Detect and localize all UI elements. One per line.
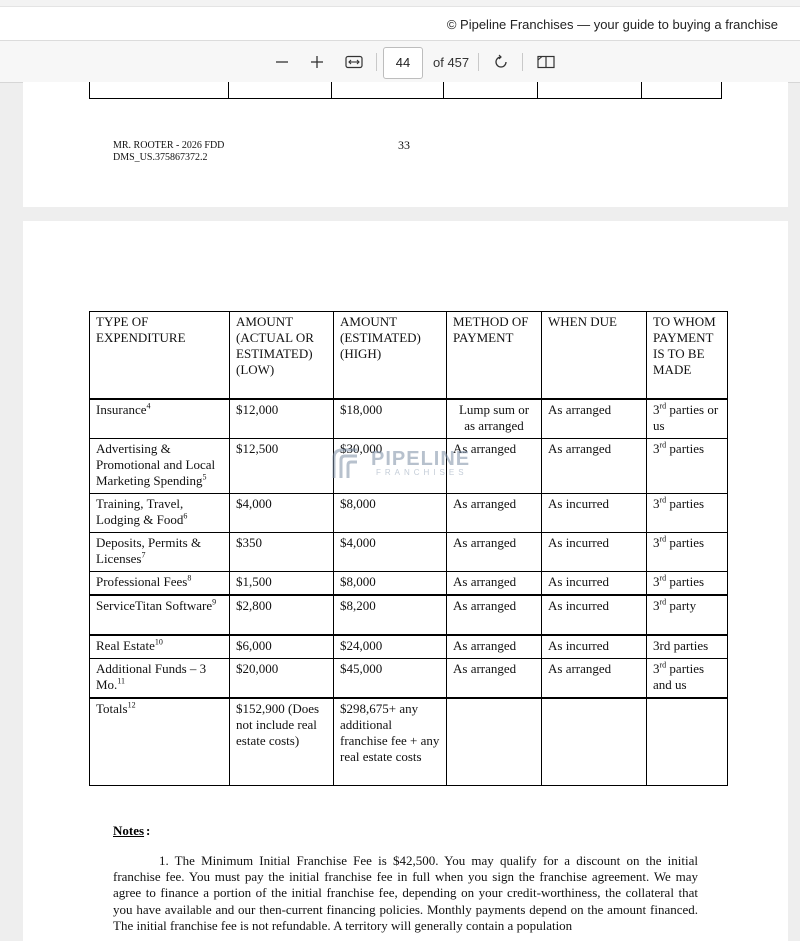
expenditure-table bbox=[89, 311, 728, 786]
banner-text: © Pipeline Franchises — your guide to buying a franchise bbox=[446, 17, 778, 32]
row-method: As arranged bbox=[447, 533, 542, 572]
footnote-ref: 6 bbox=[183, 511, 188, 521]
zoom-in-button[interactable] bbox=[305, 50, 329, 74]
row-high: $8,000 bbox=[334, 572, 447, 596]
banner-strip bbox=[0, 0, 800, 7]
row-when: As incurred bbox=[542, 494, 647, 533]
footnote-ref: 4 bbox=[146, 401, 151, 411]
page-footer-left bbox=[113, 140, 224, 164]
row-type: ServiceTitan Software bbox=[96, 598, 213, 613]
row-when bbox=[542, 698, 647, 786]
row-method: As arranged bbox=[447, 494, 542, 533]
row-whom-rest: party bbox=[666, 598, 697, 613]
row-low: $4,000 bbox=[230, 494, 334, 533]
footnote-ref: 10 bbox=[154, 637, 163, 647]
row-whom-rest: parties bbox=[666, 496, 705, 511]
row-whom: 3 bbox=[653, 402, 660, 417]
notes-heading-colon: : bbox=[146, 823, 151, 838]
table-row bbox=[90, 533, 728, 572]
row-high: $18,000 bbox=[334, 399, 447, 439]
row-type: Deposits, Permits & Licenses bbox=[96, 535, 202, 566]
ordinal-suffix: rd bbox=[659, 660, 667, 670]
table-row bbox=[90, 572, 728, 596]
row-whom: 3 bbox=[653, 661, 660, 676]
row-whom: 3 bbox=[653, 598, 660, 613]
row-low: $350 bbox=[230, 533, 334, 572]
header-cell: METHOD OF PAYMENT bbox=[447, 312, 542, 400]
row-method: As arranged bbox=[447, 572, 542, 596]
rotate-icon bbox=[493, 54, 509, 70]
row-whom-rest: parties bbox=[666, 535, 705, 550]
ordinal-suffix: rd bbox=[659, 534, 667, 544]
row-high: $4,000 bbox=[334, 533, 447, 572]
table-row-totals bbox=[90, 698, 728, 786]
ordinal-suffix: rd bbox=[659, 495, 667, 505]
page-number-input[interactable]: 44 bbox=[383, 47, 423, 79]
row-whom: 3 bbox=[653, 535, 660, 550]
fit-width-button[interactable] bbox=[342, 50, 366, 74]
table-row bbox=[90, 439, 728, 494]
row-high: $8,000 bbox=[334, 494, 447, 533]
row-type: Advertising & Promotional and Local Marketing Spending bbox=[96, 441, 216, 488]
rotate-button[interactable] bbox=[489, 50, 513, 74]
row-low: $2,800 bbox=[230, 595, 334, 635]
row-type: Additional Funds – 3 Mo. bbox=[96, 661, 207, 692]
row-low: $20,000 bbox=[230, 659, 334, 699]
two-page-view-icon bbox=[537, 55, 555, 69]
row-low: $152,900 (Does not include real estate costs) bbox=[230, 698, 334, 786]
row-when: As incurred bbox=[542, 595, 647, 635]
ordinal-suffix: rd bbox=[659, 573, 667, 583]
header-cell: AMOUNT (ESTIMATED) (HIGH) bbox=[334, 312, 447, 400]
footnote-ref: 8 bbox=[187, 573, 192, 583]
table-row bbox=[90, 399, 728, 439]
row-method bbox=[447, 698, 542, 786]
toolbar-divider bbox=[522, 53, 523, 71]
table-row bbox=[90, 659, 728, 699]
row-method: As arranged bbox=[447, 659, 542, 699]
table-row bbox=[90, 635, 728, 659]
row-whom: 3rd parties bbox=[653, 638, 709, 653]
toolbar-divider bbox=[478, 53, 479, 71]
table-row bbox=[90, 494, 728, 533]
row-low: $12,000 bbox=[230, 399, 334, 439]
row-whom: 3 bbox=[653, 441, 660, 456]
watermark-title: PIPELINE bbox=[371, 448, 471, 470]
footnote-ref: 5 bbox=[202, 472, 207, 482]
footnote-ref: 12 bbox=[127, 700, 136, 710]
header-cell: WHEN DUE bbox=[542, 312, 647, 400]
minus-icon bbox=[275, 55, 289, 69]
row-when: As incurred bbox=[542, 635, 647, 659]
row-method: As arranged bbox=[447, 635, 542, 659]
header-cell: TYPE OF EXPENDITURE bbox=[90, 312, 230, 400]
row-low: $1,500 bbox=[230, 572, 334, 596]
footnote-ref: 9 bbox=[212, 597, 217, 607]
ordinal-suffix: rd bbox=[659, 401, 667, 411]
row-method: As arranged bbox=[447, 439, 542, 494]
row-method: Lump sum or as arranged bbox=[447, 399, 542, 439]
row-type: Real Estate bbox=[96, 638, 155, 653]
zoom-out-button[interactable] bbox=[270, 50, 294, 74]
header-cell: TO WHOM PAYMENT IS TO BE MADE bbox=[647, 312, 728, 400]
watermark-subtitle: FRANCHISES bbox=[376, 468, 468, 477]
row-whom-rest: parties or us bbox=[653, 402, 719, 433]
footnote-ref: 7 bbox=[141, 550, 146, 560]
row-whom-rest: parties bbox=[666, 441, 705, 456]
ordinal-suffix: rd bbox=[659, 440, 667, 450]
header-cell: AMOUNT (ACTUAL OR ESTIMATED) (LOW) bbox=[230, 312, 334, 400]
footer-doc-title: MR. ROOTER - 2026 FDD bbox=[113, 140, 225, 151]
table-row bbox=[90, 595, 728, 635]
row-when: As arranged bbox=[542, 399, 647, 439]
table-header-row bbox=[90, 312, 728, 400]
row-high: $8,200 bbox=[334, 595, 447, 635]
footer-doc-id: DMS_US.375867372.2 bbox=[113, 152, 208, 163]
toolbar-divider bbox=[376, 53, 377, 71]
page-footer-number: 33 bbox=[398, 138, 410, 152]
row-type: Totals bbox=[96, 701, 128, 716]
row-whom-rest: parties bbox=[666, 574, 705, 589]
row-high: $45,000 bbox=[334, 659, 447, 699]
row-whom-rest: parties and us bbox=[653, 661, 705, 692]
row-whom: 3 bbox=[653, 574, 660, 589]
row-when: As arranged bbox=[542, 439, 647, 494]
total-pages-label: of 457 bbox=[433, 55, 470, 70]
previous-table-remnant bbox=[89, 82, 723, 100]
row-type: Insurance bbox=[96, 402, 147, 417]
row-when: As incurred bbox=[542, 533, 647, 572]
row-type: Professional Fees bbox=[96, 574, 188, 589]
row-when: As arranged bbox=[542, 659, 647, 699]
fit-width-icon bbox=[345, 55, 363, 69]
row-when: As incurred bbox=[542, 572, 647, 596]
top-banner bbox=[0, 0, 800, 41]
row-low: $12,500 bbox=[230, 439, 334, 494]
row-high: $30,000 bbox=[334, 439, 447, 494]
row-high: $298,675+ any additional franchise fee + any real estate costs bbox=[334, 698, 447, 786]
row-high: $24,000 bbox=[334, 635, 447, 659]
row-type: Training, Travel, Lodging & Food bbox=[96, 496, 184, 527]
plus-icon bbox=[310, 55, 324, 69]
footnote-ref: 11 bbox=[117, 676, 126, 686]
two-page-view-button[interactable] bbox=[534, 50, 558, 74]
notes-heading: Notes bbox=[113, 823, 145, 838]
row-whom: 3 bbox=[653, 496, 660, 511]
ordinal-suffix: rd bbox=[659, 597, 667, 607]
note-paragraph-1: 1. The Minimum Initial Franchise Fee is $42,500. You may qualify for a discount on the initial franchise fee. You must pay the initial franchise fee in full when you sign the franchise agreement. We may agree to finance a portion of the initial franchise fee, depending on your credit-worthiness, the collateral that you have available and our then-current financing policies. Monthly payments depend on the amount financed. The initial franchise fee is not refundable. A territory will generally contain a population bbox=[113, 853, 698, 933]
row-method: As arranged bbox=[447, 595, 542, 635]
row-low: $6,000 bbox=[230, 635, 334, 659]
